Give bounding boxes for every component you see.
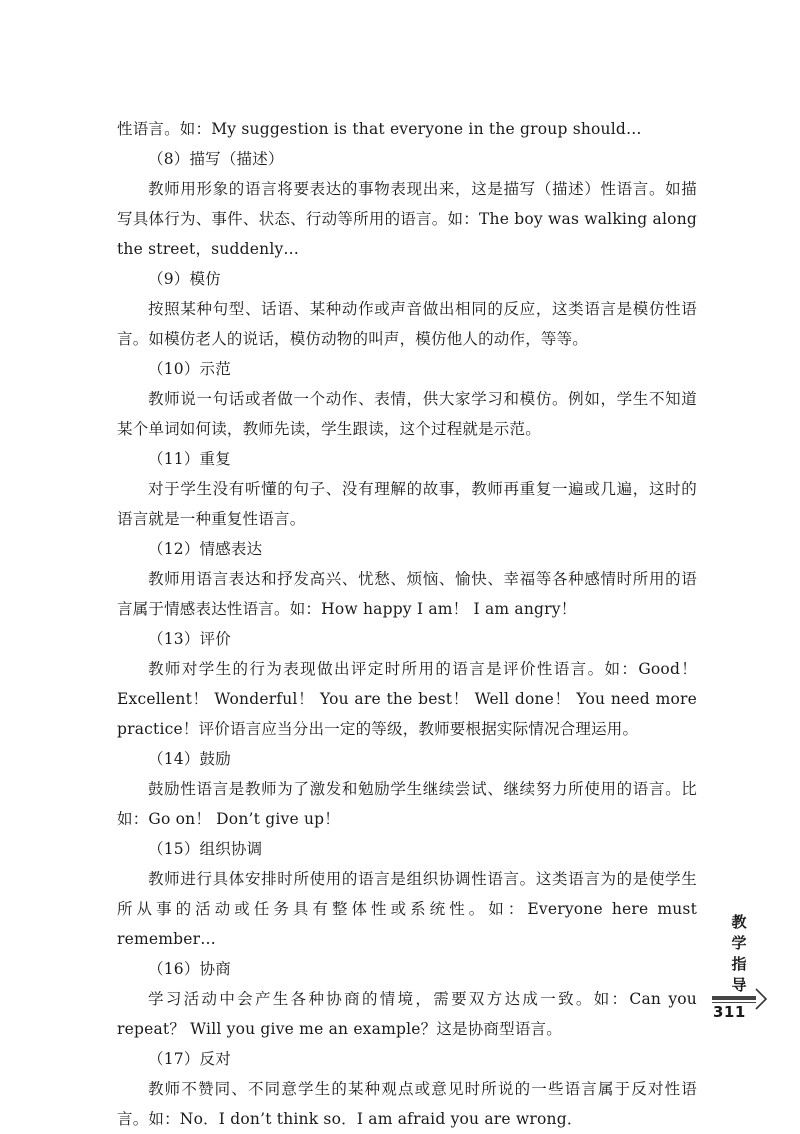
paragraph-9: 按照某种句型、话语、某种动作或声音做出相同的反应，这类语言是模仿性语言。如模仿老人的说话，模仿动物的叫声，模仿他人的动作，等等。 xyxy=(117,300,697,348)
section-heading-9: （9）模仿 xyxy=(148,270,221,288)
side-tab-char: 教 xyxy=(731,913,747,931)
section-heading-17: （17）反对 xyxy=(148,1050,231,1068)
paragraph-17: 教师不赞同、不同意学生的某种观点或意见时所说的一些语言属于反对性语言。如：No．I don’t think so．I am afraid you are wrong． xyxy=(117,1080,697,1128)
paragraph-13: 教师对学生的行为表现做出评定时所用的语言是评价性语言。如：Good！ Excellent！ Wonderful！ You are the best！ Well done！ You need more practice！评价语言应当分出一定的等级，教师要根据实际情况合理运用。 xyxy=(117,660,697,738)
side-tab-char: 学 xyxy=(731,934,747,952)
section-heading-16: （16）协商 xyxy=(148,960,231,978)
side-tab-char: 指 xyxy=(731,955,747,973)
marker-bar-thick xyxy=(712,996,756,1000)
section-heading-8: （8）描写（描述） xyxy=(148,150,284,168)
paragraph-11: 对于学生没有听懂的句子、没有理解的故事，教师再重复一遍或几遍，这时的语言就是一种重复性语言。 xyxy=(117,480,697,528)
section-heading-10: （10）示范 xyxy=(148,360,231,378)
paragraph-14: 鼓励性语言是教师为了激发和勉励学生继续尝试、继续努力所使用的语言。比如：Go on！ Don’t give up！ xyxy=(117,780,697,828)
paragraph-10: 教师说一句话或者做一个动作、表情，供大家学习和模仿。例如，学生不知道某个单词如何读，教师先读，学生跟读，这个过程就是示范。 xyxy=(117,390,697,438)
paragraph-12: 教师用语言表达和抒发高兴、忧愁、烦恼、愉快、幸福等各种感情时所用的语言属于情感表达性语言。如：How happy I am！ I am angry！ xyxy=(117,570,697,618)
section-heading-13: （13）评价 xyxy=(148,630,231,648)
marker-chevron xyxy=(756,989,766,1009)
page-number: 311 xyxy=(713,1003,746,1021)
section-heading-11: （11）重复 xyxy=(148,450,231,468)
paragraph-continuation: 性语言。如：My suggestion is that everyone in the group should… xyxy=(117,120,642,138)
side-tab-char: 导 xyxy=(731,976,747,994)
paragraph-15: 教师进行具体安排时所使用的语言是组织协调性语言。这类语言为的是使学生所从事的活动或任务具有整体性或系统性。如：Everyone here must remember… xyxy=(117,870,697,948)
chapter-side-tab xyxy=(727,912,751,996)
section-heading-14: （14）鼓励 xyxy=(148,750,231,768)
page-body-text xyxy=(117,114,697,1134)
section-heading-15: （15）组织协调 xyxy=(148,840,263,858)
paragraph-8: 教师用形象的语言将要表达的事物表现出来，这是描写（描述）性语言。如描写具体行为、事件、状态、行动等所用的语言。如：The boy was walking along the street，suddenly… xyxy=(117,180,697,258)
section-heading-12: （12）情感表达 xyxy=(148,540,263,558)
paragraph-16: 学习活动中会产生各种协商的情境，需要双方达成一致。如：Can you repeat？ Will you give me an example？这是协商型语言。 xyxy=(117,990,697,1038)
